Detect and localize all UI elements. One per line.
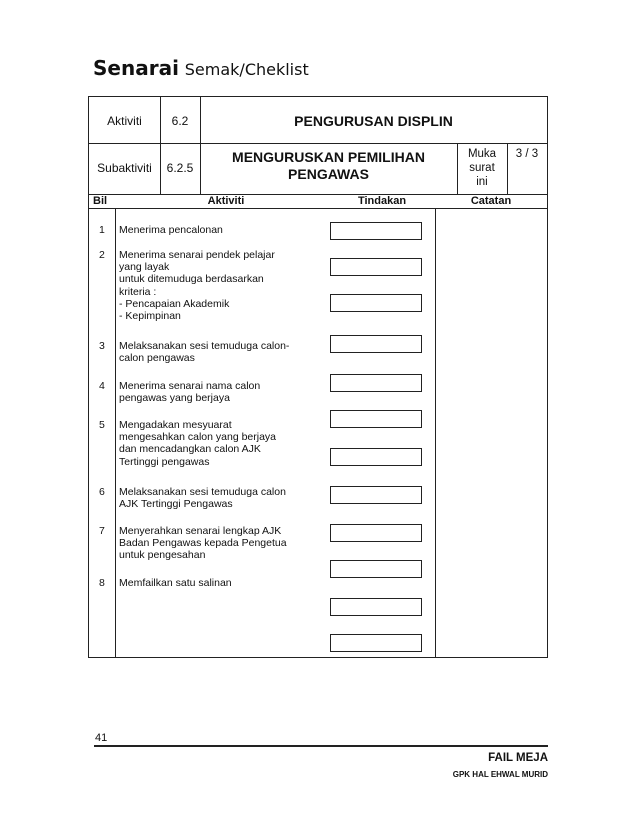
footer-rule bbox=[94, 745, 548, 747]
table-divider bbox=[89, 208, 547, 209]
row-activity: Menyerahkan senarai lengkap AJK Badan Pengawas kepada Pengetua untuk pengesahan bbox=[119, 525, 287, 562]
column-catatan: Catatan bbox=[470, 195, 512, 207]
column-tindakan: Tindakan bbox=[357, 195, 407, 207]
title-bold: Senarai bbox=[93, 56, 179, 80]
page-title bbox=[93, 56, 309, 81]
aktiviti-title: PENGURUSAN DISPLIN bbox=[294, 113, 453, 129]
row-activity: Memfailkan satu salinan bbox=[119, 577, 232, 589]
table-divider bbox=[115, 208, 116, 657]
tindakan-checkbox[interactable] bbox=[330, 335, 422, 353]
tindakan-checkbox[interactable] bbox=[330, 258, 422, 276]
subaktiviti-title bbox=[200, 149, 457, 183]
checklist-table bbox=[88, 96, 548, 658]
column-bil: Bil bbox=[93, 195, 108, 207]
subaktiviti-title-line-1: MENGURUSKAN PEMILIHAN bbox=[232, 149, 425, 165]
tindakan-checkbox[interactable] bbox=[330, 374, 422, 392]
tindakan-checkbox[interactable] bbox=[330, 448, 422, 466]
row-number: 7 bbox=[99, 525, 105, 537]
muka-surat-line-3: ini bbox=[476, 176, 488, 188]
column-aktiviti: Aktiviti bbox=[207, 195, 245, 207]
page-number: 41 bbox=[95, 732, 108, 744]
row-number: 8 bbox=[99, 577, 105, 589]
tindakan-checkbox[interactable] bbox=[330, 222, 422, 240]
row-activity: Menerima senarai pendek pelajar yang layak untuk ditemuduga berdasarkan kriteria : - Pencapaian Akademik - Kepimpinan bbox=[119, 249, 275, 323]
tindakan-checkbox[interactable] bbox=[330, 598, 422, 616]
footer-gpk: GPK HAL EHWAL MURID bbox=[452, 770, 548, 779]
tindakan-checkbox[interactable] bbox=[330, 486, 422, 504]
row-number: 1 bbox=[99, 224, 105, 236]
muka-surat-label bbox=[457, 147, 507, 189]
row-activity: Melaksanakan sesi temuduga calon AJK Tertinggi Pengawas bbox=[119, 486, 286, 511]
row-number: 5 bbox=[99, 419, 105, 431]
row-number: 4 bbox=[99, 380, 105, 392]
subaktiviti-title-line-2: PENGAWAS bbox=[288, 166, 369, 182]
row-number: 3 bbox=[99, 340, 105, 352]
row-number: 2 bbox=[99, 249, 105, 261]
table-divider bbox=[435, 208, 436, 657]
tindakan-checkbox[interactable] bbox=[330, 524, 422, 542]
row-number: 6 bbox=[99, 486, 105, 498]
page-of: 3 / 3 bbox=[515, 148, 539, 160]
table-divider bbox=[160, 97, 161, 194]
muka-surat-line-1: Muka bbox=[467, 148, 497, 160]
title-light: Semak/Cheklist bbox=[184, 60, 309, 79]
subaktiviti-label: Subaktiviti bbox=[97, 161, 152, 175]
footer-fail-meja: FAIL MEJA bbox=[488, 752, 548, 764]
tindakan-checkbox[interactable] bbox=[330, 294, 422, 312]
tindakan-checkbox[interactable] bbox=[330, 634, 422, 652]
row-activity: Menerima pencalonan bbox=[119, 224, 223, 236]
tindakan-checkbox[interactable] bbox=[330, 560, 422, 578]
table-divider bbox=[89, 143, 547, 144]
muka-surat-line-2: surat bbox=[469, 162, 495, 174]
tindakan-checkbox[interactable] bbox=[330, 410, 422, 428]
row-activity: Menerima senarai nama calon pengawas yang berjaya bbox=[119, 380, 261, 405]
aktiviti-code: 6.2 bbox=[171, 114, 189, 128]
subaktiviti-code: 6.2.5 bbox=[166, 161, 194, 175]
row-activity: Mengadakan mesyuarat mengesahkan calon yang berjaya dan mencadangkan calon AJK Tertinggi pengawas bbox=[119, 419, 277, 468]
aktiviti-label: Aktiviti bbox=[107, 114, 142, 128]
row-activity: Melaksanakan sesi temuduga calon- calon pengawas bbox=[119, 340, 290, 365]
